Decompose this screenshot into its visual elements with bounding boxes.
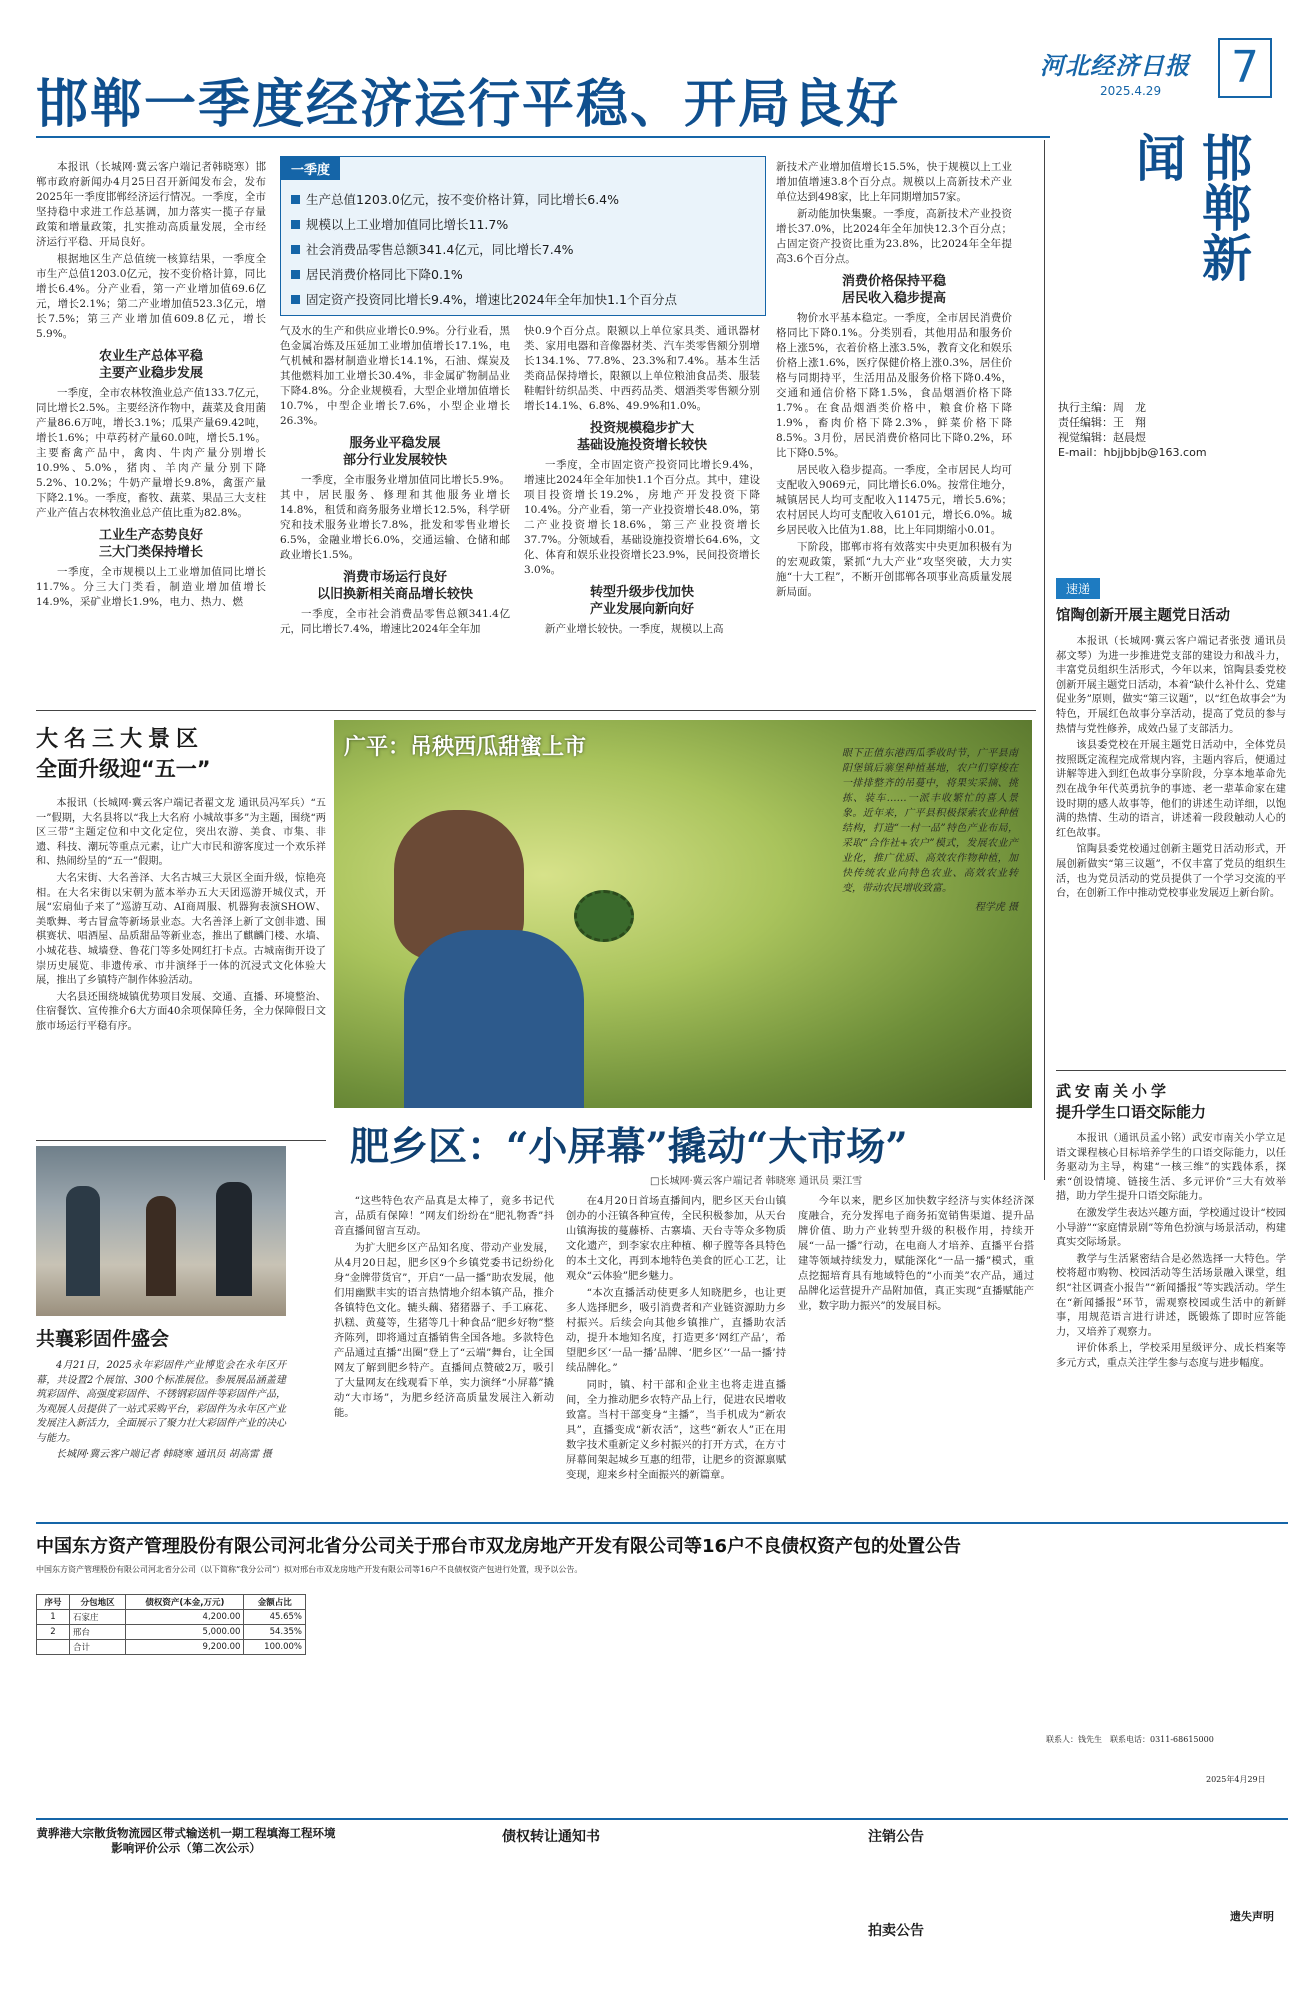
sidebar-article-1 — [1056, 604, 1286, 904]
article-paragraph: 评价体系上，学校采用星级评分、成长档案等多元方式，重点关注学生参与态度与进步幅度。 — [1056, 1343, 1286, 1369]
expo-photo — [36, 1146, 286, 1316]
article-title: 大名三大景区 — [36, 727, 205, 752]
article-paragraph: 为扩大肥乡区产品知名度、带动产业发展，从4月20日起，肥乡区9个乡镇党委书记纷纷化身“金牌带货官”，开启“一品一播”助农发展，他们用幽默丰实的语言热情地介绍本镇产品，推介各镇特色文化。辘头藕、猪猪器子、手工麻花、扒糕、黄蔓等，生猪等几十种食品“肥乡好物”整齐陈列，即将通过直播销售全国各地。多款特色产品通过直播“出圈”登上了“云端”舞台，让全国网友了解到肥乡特产。直播间点赞破2万，吸引了大量网友在线观看下单，实力演绎“小屏幕”撬动“大市场”，为肥乡经济高质量发展注入新动能。 — [334, 1242, 554, 1419]
article-paragraph: 本报讯（长城网·冀云客户端记者张弢 通讯员郝文琴）为进一步推进党支部的建设力和战斗力，丰富党员组织生活形式，今年以来，馆陶县委党校创新开展主题党日活动，本着“缺什么补什么、党建促业务”原则，做实“第三议题”，以“红色故事会”为特色，开展红色故事分享活动，提高了党员的参与热情与党性修养，成效凸显了支部活力。 — [1056, 636, 1286, 735]
article-paragraph: 大名县还围绕城镇优势项目发展、交通、直播、环境整治、住宿餐饮、宣传推介6大方面40余项保障任务，全力保障假日文旅市场运行平稳有序。 — [36, 991, 326, 1032]
daming-article — [36, 722, 326, 1037]
photo-headline: 广平：吊秧西瓜甜蜜上市 — [344, 734, 587, 760]
article-paragraph: 教学与生活紧密结合是必然选择一大特色。学校将超市购物、校园活动等生活场景融入课堂，组织“社区调查小报告”“新闻播报”等实践活动。学生在“新闻播报”环节，需观察校园或生活中的新鲜事，用规范语言进行讲述，既锻炼了即时应答能力，又培养了观察力。 — [1056, 1253, 1286, 1338]
editor-line: 责任编辑：王 翔 — [1058, 416, 1146, 429]
table-row: 合计 9,200.00 100.00% — [37, 1640, 306, 1655]
page-headline: 邯郸一季度经济运行平稳、开局良好 — [36, 74, 901, 135]
lead-paragraph: 一季度，全市农林牧渔业总产值133.7亿元，同比增长2.5%。主要经济作物中，蔬菜及食用菌产量86.6万吨，增长3.1%；瓜果产量69.42吨，增长1.6%；中草药材产量60.0吨，增长5.1%。主要畜禽产品中，禽肉、牛肉产量分别增长10.9%、5.0%，猪肉、羊肉产量分别下降5.2%、10.2%；牛奶产量增长9.8%，禽蛋产量下降2.1%。一季度，畜牧、蔬菜、果品三大支柱产业产值占农林牧渔业总产值比重为82.8%。 — [36, 387, 266, 519]
lead-paragraph: 新产业增长较快。一季度，规模以上高 — [545, 623, 724, 635]
lead-paragraph: 一季度，全市服务业增加值同比增长5.9%。其中，居民服务、修理和其他服务业增长14.8%，租赁和商务服务业增长12.5%，科学研究和技术服务业增长7.8%，批发和零售业增长6.5%，金融业增长6.0%，交通运输、仓储和邮政业增长1.5%。 — [280, 474, 510, 561]
paper-name: 河北经济日报 — [1040, 51, 1190, 80]
issue-date: 2025.4.29 — [1100, 84, 1162, 98]
editor-line: 视觉编辑：赵晨煜 — [1058, 431, 1146, 444]
lead-intro: 本报讯（长城网·冀云客户端记者韩晓寒）邯郸市政府新闻办4月25日召开新闻发布会，发布2025年一季度邯郸经济运行情况。一季度，全市坚持稳中求进工作总基调，加力落实一揽子存量政策和增量政策，扎实推动高质量发展，全市经济运行平稳、开局良好。 — [36, 161, 266, 248]
photo-credit: 程学虎 摄 — [974, 902, 1018, 913]
article-paragraph: 在激发学生表达兴趣方面，学校通过设计“校园小导游”“家庭情景剧”等角色扮演与场景活动，构建真实交际场景。 — [1056, 1207, 1286, 1249]
notice-title: 拍卖公告 — [868, 1923, 924, 1939]
article-title: 武安南关小学 — [1056, 1082, 1171, 1100]
quarter-summary-box — [280, 156, 766, 316]
lead-article-col2 — [280, 324, 510, 639]
table-row: 1 石家庄 4,200.00 45.65% — [37, 1610, 306, 1625]
article-paragraph: 在4月20日首场直播间内，肥乡区天台山镇创办的小汪镇各种宣传，全民积极参加，从天台山镇海拔的蔓藤桥、古寨墙、天台寺等众多物质文化遗产，到李家农庄种植、柳子膛等各具特色的本土文化，再到本地特色美食的匠心工艺，让观众“云体验”肥乡魅力。 — [566, 1195, 786, 1282]
feixiang-title: 肥乡区：“小屏幕”撬动“大市场” — [350, 1124, 908, 1170]
editor-email[interactable]: E-mail：hbjjbbjb@163.com — [1058, 446, 1207, 459]
photo-credit: 长城网·冀云客户端记者 韩晓寒 通讯员 胡高雷 摄 — [56, 1449, 272, 1460]
article-paragraph: 本报讯（通讯员孟小铭）武安市南关小学立足语文课程核心目标培养学生的口语交际能力，以任务驱动为主导，构建“一核三维”的实践体系，探索“创设情境、链接生活、多元评价”三大有效举措，助力学生提升口语交际能力。 — [1056, 1133, 1286, 1203]
section-banner — [1124, 132, 1252, 292]
guangping-photo — [334, 720, 1032, 1108]
lead-paragraph: 气及水的生产和供应业增长0.9%。分行业看，黑色金属冶炼及压延加工业增加值增长17.1%，电气机械和器材制造业增长14.1%，石油、煤炭及其他燃料加工业增长30.4%，非金属矿物制品业下降4.8%。分企业规模看，大型企业增加值增长10.7%，中型企业增长7.6%，小型企业增长26.3%。 — [280, 325, 510, 427]
announcement-contact: 联系人：钱先生 联系电话：0311-68615000 — [1046, 1735, 1214, 1744]
table-header: 分包地区 — [69, 1595, 125, 1610]
summary-item: 固定资产投资同比增长9.4%，增速比2024年全年加快1.1个百分点 — [291, 287, 759, 312]
section-title: 邯郸新闻 — [1128, 132, 1252, 282]
subheading: 转型升级步伐加快 产业发展向新向好 — [589, 585, 694, 617]
asset-table — [36, 1594, 306, 1655]
editor-line: 执行主编：周 龙 — [1058, 401, 1146, 414]
photo-caption: 眼下正值东港西瓜季收时节，广平县南阳堡镇后寨堡种植基地，农户们穿梭在一排排整齐的吊蔓中，将果实采摘、挑拣、装车……一派丰收繁忙的喜人景象。近年来，广平县积极探索农业种植结构，打造“一村一品”特色产业布局，采取“合作社+农户”模式，发展农业产业化，推广优质、高效农作物种植，加快传统农业向特色农业、高效农业转变，带动农民增收致富。 程学虎 摄 — [842, 748, 1018, 913]
notice-title: 债权转让通知书 — [502, 1829, 600, 1845]
lead-article-col4 — [776, 160, 1012, 602]
notice-auction — [716, 1920, 1076, 1940]
feixiang-col1 — [334, 1194, 554, 1423]
masthead — [1040, 40, 1290, 110]
article-title: 馆陶创新开展主题党日活动 — [1056, 608, 1230, 624]
article-paragraph: 馆陶县委党校通过创新主题党日活动形式，开展创新做实“第三议题”，不仅丰富了党员的组织生活，也为党员活动的党员提供了一个学习交流的平台，在创新工作中推动党校事业发展迈上新台阶。 — [1056, 844, 1286, 900]
lead-paragraph: 新技术产业增加值增长15.5%，快于规模以上工业增加值增速3.8个百分点。规模以上高新技术产业单位达到498家，比上年同期增加57家。 — [776, 161, 1012, 203]
subheading: 农业生产总体平稳 主要产业稳步发展 — [98, 349, 203, 381]
summary-label: 一季度 — [281, 157, 340, 180]
article-paragraph: “本次直播活动使更多人知晓肥乡，也让更多人选择肥乡，吸引消费者和产业链资源助力乡村振兴。后续会向其他乡镇推广，直播助农活动，提升本地知名度，打造更多‘网红产品’，希望肥乡区‘一品一播’品牌、‘肥乡区’‘一品一播’持续品牌化。” — [566, 1287, 786, 1374]
lead-article-col1 — [36, 160, 266, 612]
article-paragraph: “这些特色农产品真是太棒了，竟多书记代言，品质有保障！”网友们纷纷在“肥礼物香”抖音直播间留言互动。 — [334, 1195, 554, 1237]
announcement-title: 中国东方资产管理股份有限公司河北省分公司关于邢台市双龙房地产开发有限公司等16户不良债权资产包的处置公告 — [36, 1536, 962, 1557]
expo-article — [36, 1324, 286, 1465]
notice-debt-transfer — [406, 1826, 696, 1846]
table-header: 序号 — [37, 1595, 70, 1610]
lead-paragraph: 一季度，全市社会消费品零售总额341.4亿元，同比增长7.4%，增速比2024年全年加 — [280, 608, 510, 635]
feixiang-col3 — [798, 1194, 1034, 1316]
article-paragraph: 今年以来，肥乡区加快数字经济与实体经济深度融合，充分发挥电子商务拓宽销售渠道、提升品牌价值、助力产业转型升级的积极作用，持续开展“一品一播”行动，在电商人才培养、直播平台搭建等领域持续发力，赋能深化“一品一播”模式，重点挖掘培育具有地域特色的“小而美”农产品，通过品牌化运营提升产品附加值，真正实现“直播赋能产业，数字助力振兴”的发展目标。 — [798, 1195, 1034, 1312]
notice-eia — [36, 1826, 336, 1856]
subheading: 消费价格保持平稳 居民收入稳步提高 — [841, 274, 946, 306]
summary-list — [291, 187, 759, 312]
notice-title: 注销公告 — [868, 1829, 924, 1845]
sidebar-article-2 — [1056, 1080, 1286, 1374]
bottom-notices — [36, 1818, 1288, 1994]
announcement-intro: 中国东方资产管理股份有限公司河北省分公司（以下简称“我分公司”）拟对邢台市双龙房地产开发有限公司等16户不良债权资产包进行处置，现予以公告。 — [36, 1565, 583, 1574]
lead-paragraph: 下阶段，邯郸市将有效落实中央更加积极有为的宏观政策，紧抓“九大产业”攻坚突破，大力实施“十大工程”，不断开创邯郸各项事业高质量发展新局面。 — [776, 541, 1012, 598]
article-title: 提升学生口语交际能力 — [1056, 1103, 1207, 1121]
summary-item: 规模以上工业增加值同比增长11.7% — [291, 212, 759, 237]
subheading: 消费市场运行良好 以旧换新相关商品增长较快 — [316, 570, 473, 602]
flash-news-label: 速递 — [1056, 578, 1100, 599]
summary-item: 生产总值1203.0亿元，按不变价格计算，同比增长6.4% — [291, 187, 759, 212]
announcement-date: 2025年4月29日 — [1206, 1775, 1266, 1784]
article-paragraph: 本报讯（长城网·冀云客户端记者翟文龙 通讯员冯军兵）“五一”假期，大名县将以“我上大名府 小城故事多”为主题，围绕“两区三带”主题定位和中文化定位，突出农游、美食、市集、非遗、科技、潮玩等重点元素，让广大市民和游客度过一个欢乐祥和、热闹纷呈的“五一”假期。 — [36, 798, 326, 868]
lead-article-col3 — [524, 324, 760, 639]
table-header: 金额占比 — [244, 1595, 306, 1610]
subheading: 投资规模稳步扩大 基础设施投资增长较快 — [576, 421, 707, 453]
lead-paragraph: 快0.9个百分点。限额以上单位家具类、通讯器材类、家用电器和音像器材类、汽车类零售额分别增长134.1%、77.8%、23.3%和7.4%。基本生活类商品保持增长，限额以上单位粮油食品类、服装鞋帽针纺织品类、中西药品类、烟酒类零售额分别增长14.1%、6.8%、49.9%和1.0%。 — [524, 325, 760, 412]
lead-paragraph: 居民收入稳步提高。一季度，全市居民人均可支配收入9069元，同比增长6.0%。按常住地分，城镇居民人均可支配收入11475元，增长5.6%；农村居民人均可支配收入6101元，增长6.0%。城乡居民收入比值为1.88，比上年同期缩小0.01。 — [776, 464, 1012, 536]
subheading: 工业生产态势良好 三大门类保持增长 — [98, 528, 203, 560]
article-paragraph: 该县委党校在开展主题党日活动中，全体党员按照既定流程完成常规内容，主题内容后，便通过讲解等进入到红色故事分享阶段，分享本地革命先烈在战争年代英勇抗争的事迹、老一辈革命家在建设时期的感人故事等，他们的讲述生动详细，以饱满的热情、生动的语言，讲述着一段段触动人心的红色故事。 — [1056, 740, 1286, 839]
article-paragraph: 大名宋街、大名善泽、大名古城三大景区全面升级，惊艳亮相。在大名宋街以宋朝为蓝本举办五大天团巡游开城仪式，开展“宏扇仙子来了”巡游互动、AI商周服、机器狗表演SHOW、美歌舞、考古冒盒等新场景业态。大名善泽上新了文创非遗、围棋赛状、唱酒屋、品质甜品等新业态，推出了麒麟门楼、水墙、小城花巷、城墙登、鲁花门等多处网红打卡点。古城南街开设了崇历史展览、非遗传承、市井演绎于一体的沉浸式文化体验大展，推出了乡镇特产制作体验活动。 — [36, 872, 326, 987]
lead-paragraph: 物价水平基本稳定。一季度，全市居民消费价格同比下降0.1%。分类别看，其他用品和服务价格上涨5%，衣着价格上涨3.5%，教育文化和娱乐价格上涨1.6%，医疗保健价格上涨0.3%，居住价格与同期持平，生活用品及服务价格下降0.4%，交通和通信价格下降1.5%，食品烟酒价格下降1.7%。在食品烟酒类价格中，粮食价格下降1.9%，畜肉价格下降2.3%，鲜菜价格下降8.5%。3月份，居民消费价格同比下降0.2%，环比下降0.5%。 — [776, 312, 1012, 459]
table-header: 债权资产(本金,万元) — [126, 1595, 244, 1610]
article-paragraph: 同时，镇、村干部和企业主也将走进直播间，全力推动肥乡农特产品上行，促进农民增收致富。当村干部变身“主播”，当手机成为“新农具”，直播变成“新农活”，这些“新农人”正在用数字技术重新定义乡村振兴的打开方式，在方寸屏幕间架起城乡互惠的纽带，让肥乡的资源禀赋变现，迎来乡村全面振兴的新篇章。 — [566, 1379, 786, 1481]
article-title: 全面升级迎“五一” — [36, 757, 211, 781]
feixiang-byline: □长城网·冀云客户端记者 韩晓寒 通讯员 栗江雪 — [650, 1176, 863, 1187]
summary-item: 居民消费价格同比下降0.1% — [291, 262, 759, 287]
page-number: 7 — [1218, 38, 1272, 98]
editors-block — [1058, 400, 1286, 460]
table-row: 2 邢台 5,000.00 54.35% — [37, 1625, 306, 1640]
article-title: 共襄彩固件盛会 — [36, 1328, 170, 1350]
photo-caption: 4月21日，2025永年彩固件产业博览会在永年区开幕，共设置2个展馆、300个标准展位。参展展品涵盖建筑彩固件、高强度彩固件、不锈钢彩固件等彩固件产品，为观展人员提供了一站式采购平台，彩固件为永年区产业发展注入新活力，全面展示了聚力壮大彩固件产业的决心与能力。 — [36, 1360, 286, 1444]
lead-paragraph: 新动能加快集聚。一季度，高新技术产业投资增长37.0%，比2024年全年加快12.3个百分点；占固定资产投资比重为23.8%，比2024年全年提高3.6个百分点。 — [776, 208, 1012, 265]
subheading: 服务业平稳发展 部分行业发展较快 — [342, 436, 447, 468]
summary-item: 社会消费品零售总额341.4亿元，同比增长7.4% — [291, 237, 759, 262]
lead-paragraph: 根据地区生产总值统一核算结果，一季度全市生产总值1203.0亿元，按不变价格计算，同比增长6.4%。分产业看，第一产业增加值69.6亿元，增长2.1%；第二产业增加值523.3亿元，增长7.5%；第三产业增加值609.8亿元，增长5.9%。 — [36, 253, 266, 340]
lead-paragraph: 一季度，全市规模以上工业增加值同比增长11.7%。分三大门类看，制造业增加值增长14.9%，采矿业增长1.9%，电力、热力、燃 — [36, 566, 266, 608]
lead-paragraph: 一季度，全市固定资产投资同比增长9.4%，增速比2024年全年加快1.1个百分点。其中，建设项目投资增长19.2%，房地产开发投资下降10.4%。分产业看，第一产业投资增长48.0%，第二产业投资增长18.6%，第三产业投资增长37.7%。分领域看，基础设施投资增长64.6%，文化、体育和娱乐业投资增长23.9%，民间投资增长3.0%。 — [524, 459, 760, 576]
notice-title: 黄骅港大宗散货物流园区带式输送机一期工程填海工程环境影响评价公示（第二次公示） — [36, 1826, 336, 1855]
notice-deregistration — [716, 1826, 1076, 1846]
feixiang-col2 — [566, 1194, 786, 1485]
notice-title: 遗失声明 — [1230, 1910, 1274, 1923]
announcement-block — [36, 1522, 1288, 1810]
notice-lost — [1216, 1908, 1288, 1924]
